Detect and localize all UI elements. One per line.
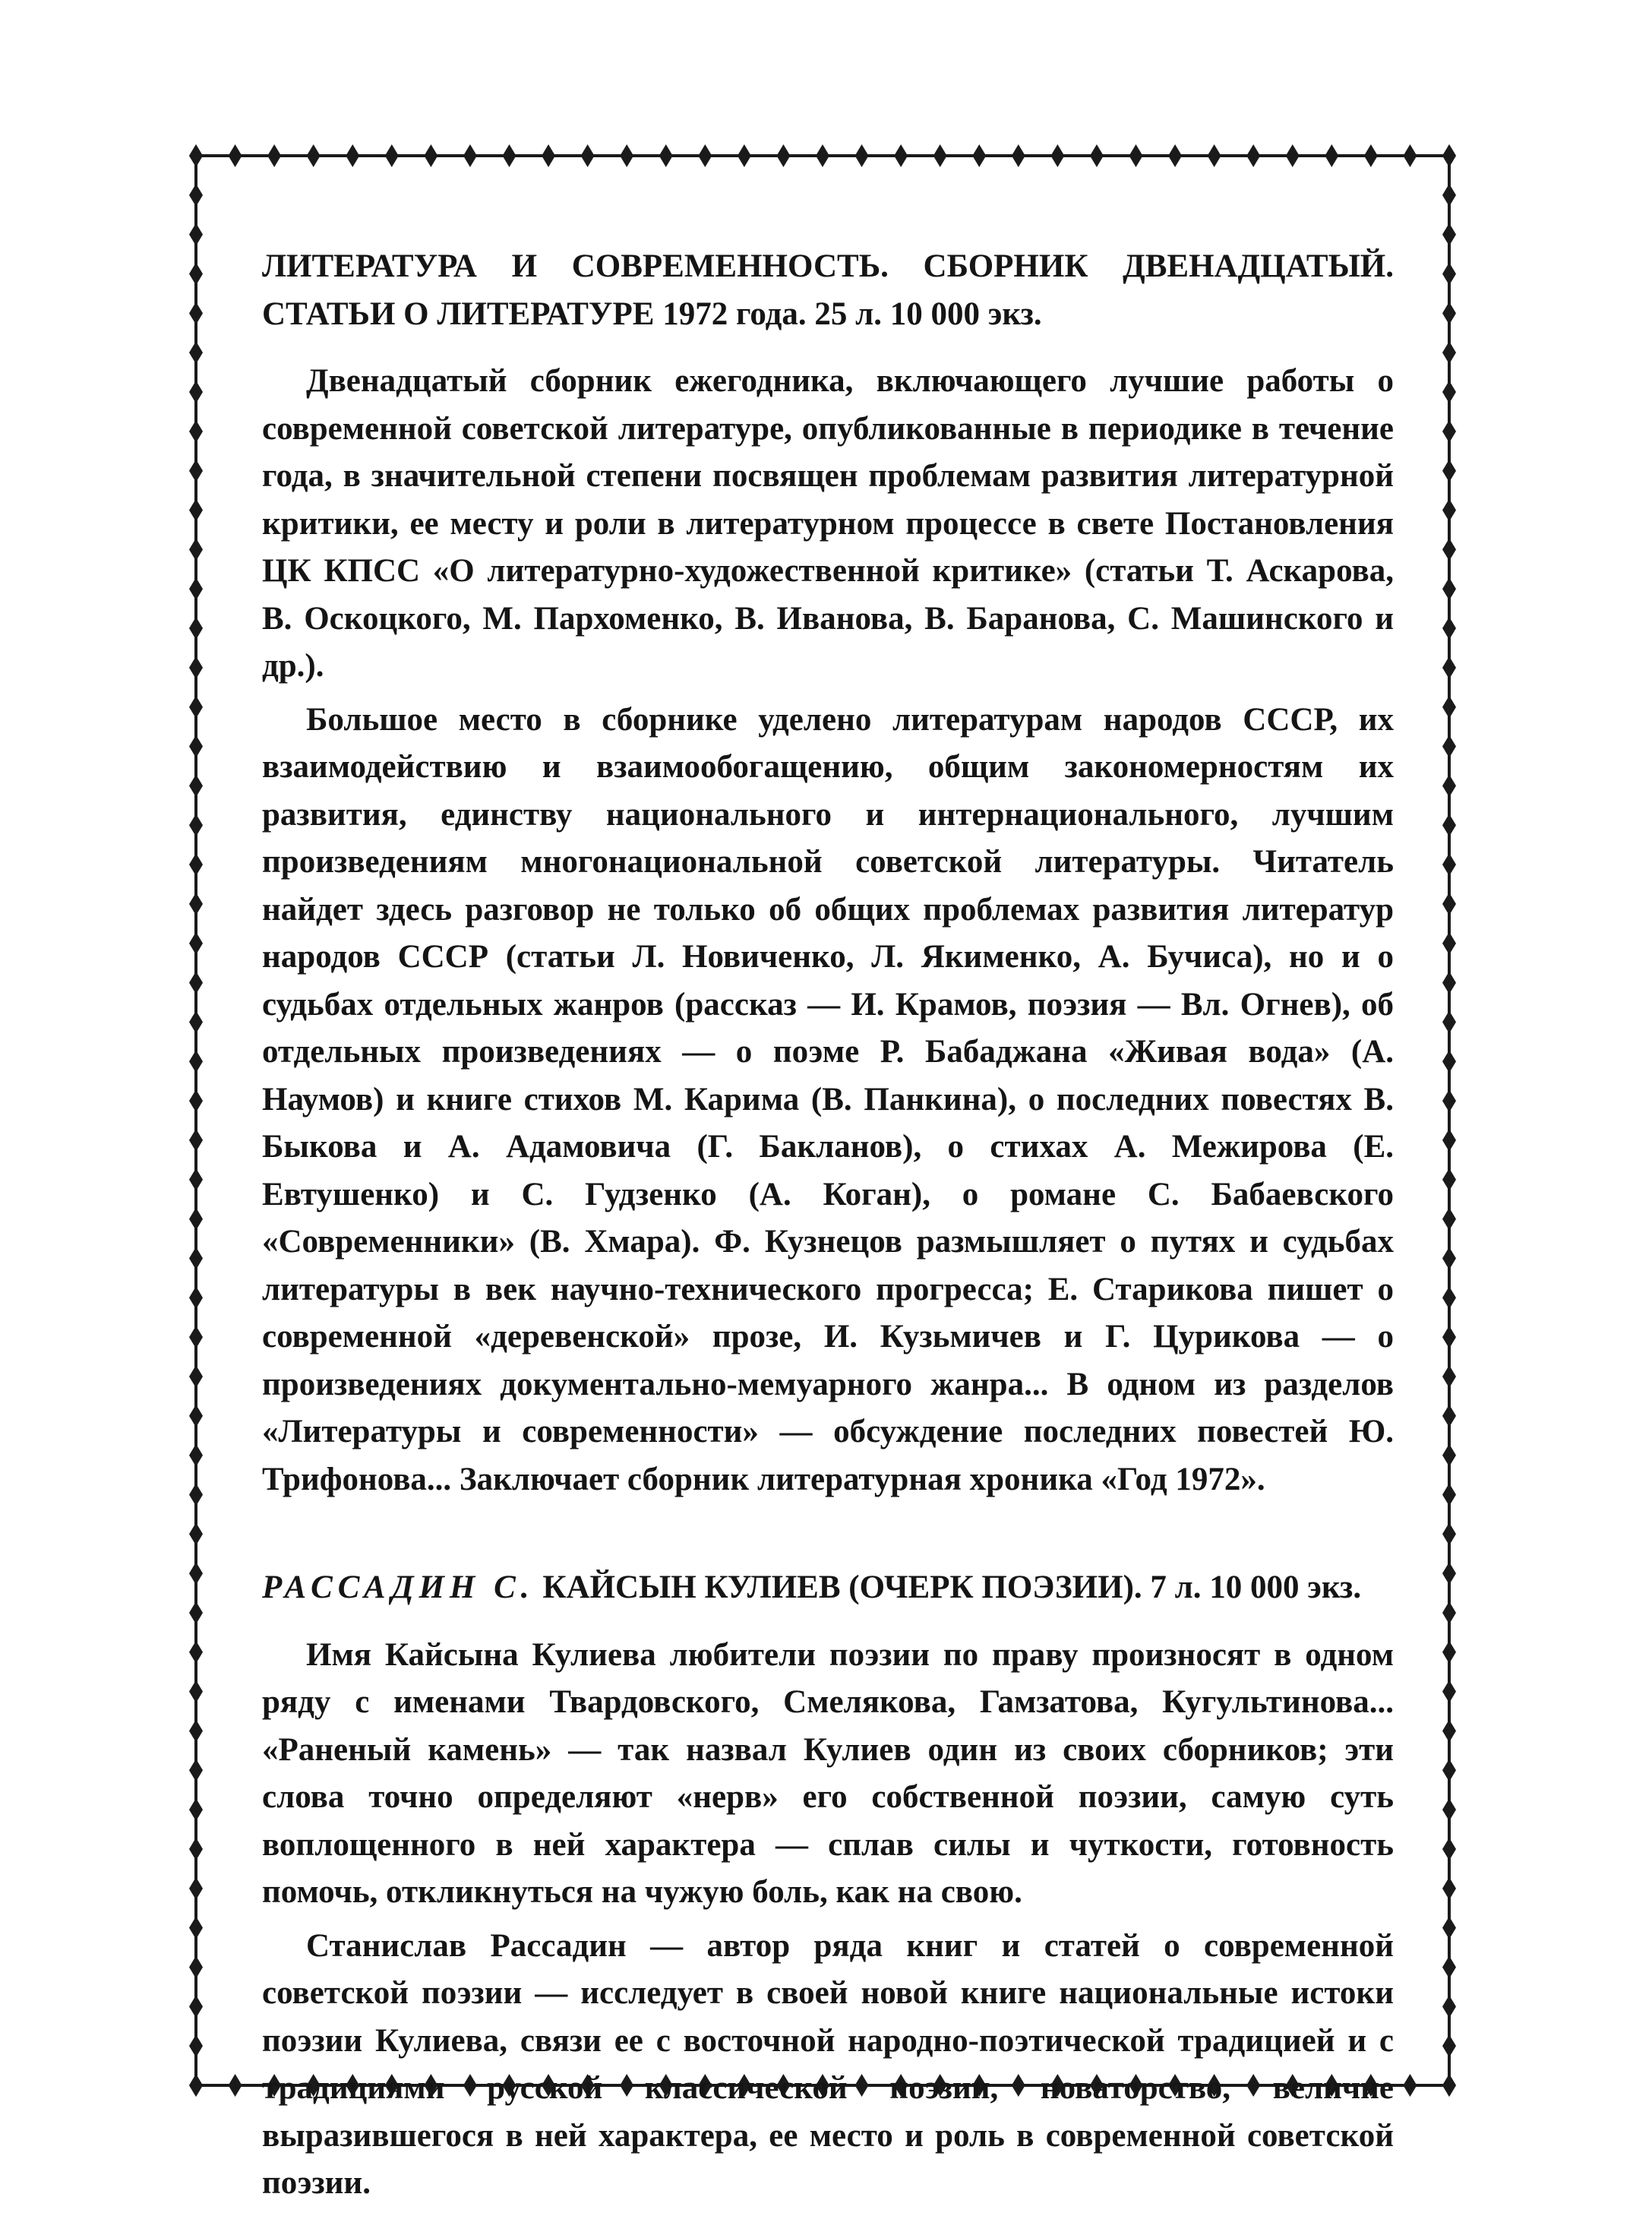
entry-literature-and-modernity — [262, 243, 1394, 1503]
entry-title-text: КАЙСЫН КУЛИЕВ (ОЧЕРК ПОЭЗИИ). 7 л. 10 000 экз. — [542, 1570, 1362, 1605]
entry-paragraph: Имя Кайсына Кулиева любители поэзии по праву произносят в одном ряду с именами Твардовского, Смелякова, Гамзатова, Кугультинова... «Раненый камень» — так назвал Кулиев один из своих сборников; эти слова точно определяют «нерв» его собственной поэзии, самую суть воплощенного в ней характера — сплав силы и чуткости, готовность помочь, откликнуться на чужую боль, как на свою. — [262, 1636, 1394, 1910]
entry-author: РАССАДИН С. — [262, 1570, 535, 1605]
entry-rassadin-kuliev — [262, 1564, 1394, 2208]
entry-paragraph: Двенадцатый сборник ежегодника, включающего лучшие работы о современной советской литературе, опубликованные в периодике в течение года, в значительной степени посвящен проблемам развития литературной критики, ее месту и роли в литературном процессе в свете Постановления ЦК КПСС «О литературно-художественной критике» (статьи Т. Аскарова, В. Оскоцкого, М. Пархоменко, В. Иванова, В. Баранова, С. Машинского и др.). — [262, 363, 1394, 684]
entry-title — [262, 1564, 1394, 1612]
entry-title — [262, 243, 1394, 338]
entry-title-text: ЛИТЕРАТУРА И СОВРЕМЕННОСТЬ. СБОРНИК ДВЕНАДЦАТЫЙ. СТАТЬИ О ЛИТЕРАТУРЕ 1972 года. 25 л. 10 000 экз. — [262, 248, 1394, 332]
entry-paragraph: Станислав Рассадин — автор ряда книг и статей о современной советской поэзии — исследует в своей новой книге национальные истоки поэзии Кулиева, связи ее с восточной народно-поэтической традицией и с традициями русской классической поэзии, новаторство, величие выразившегося в ней характера, ее место и роль в современной советской поэзии. — [262, 1927, 1394, 2201]
entry-paragraph: Большое место в сборнике уделено литературам народов СССР, их взаимодействию и взаимообогащению, общим закономерностям их развития, единству национального и интернационального, лучшим произведениям многонациональной советской литературы. Читатель найдет здесь разговор не только об общих проблемах развития литератур народов СССР (статьи Л. Новиченко, Л. Якименко, А. Бучиса), но и о судьбах отдельных жанров (рассказ — И. Крамов, поэзия — Вл. Огнев), об отдельных произведениях — о поэме Р. Бабаджана «Живая вода» (А. Наумов) и книге стихов М. Карима (В. Панкина), о последних повестях В. Быкова и А. Адамовича (Г. Бакланов), о стихах А. Межирова (Е. Евтушенко) и С. Гудзенко (А. Коган), о романе С. Бабаевского «Современники» (В. Хмара). Ф. Кузнецов размышляет о путях и судьбах литературы в век научно-технического прогресса; Е. Старикова пишет о современной «деревенской» прозе, И. Кузьмичев и Г. Цурикова — о произведениях документально-мемуарного жанра... В одном из разделов «Литературы и современности» — обсуждение последних повестей Ю. Трифонова... Заключает сборник литературная хроника «Год 1972». — [262, 701, 1394, 1497]
page-content — [262, 243, 1394, 2208]
